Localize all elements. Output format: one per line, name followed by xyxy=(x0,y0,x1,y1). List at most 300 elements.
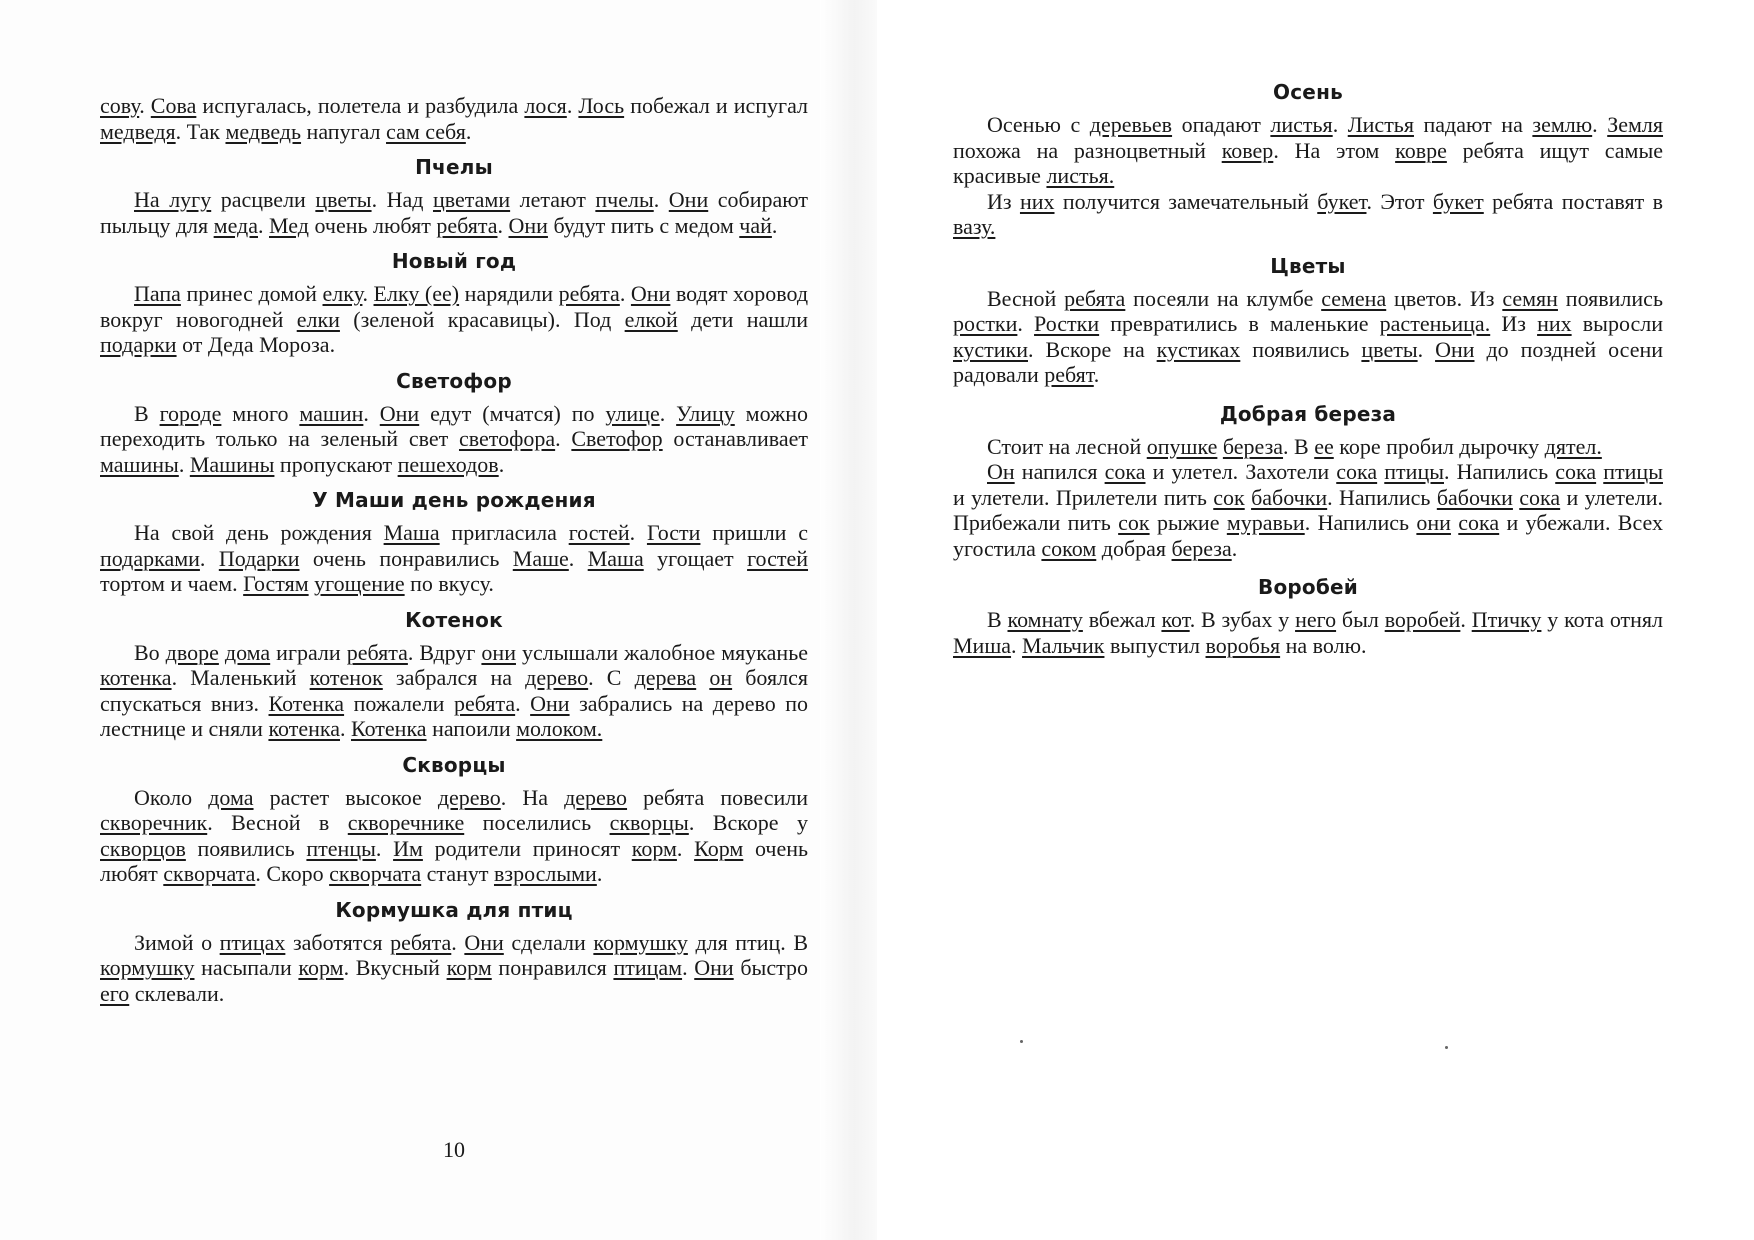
text-run: . xyxy=(1093,362,1100,387)
text-run: заботятся xyxy=(285,929,391,955)
underlined-word: Им xyxy=(393,835,423,861)
underlined-word: Они xyxy=(630,281,671,306)
text-run: . Напились xyxy=(1444,459,1556,484)
text-run: можно переходить только на зеленый свет xyxy=(100,400,809,451)
underlined-word: него xyxy=(1295,607,1337,632)
text-run: появились xyxy=(1557,285,1663,311)
text-run: . xyxy=(568,545,588,571)
underlined-word: елкой xyxy=(624,306,678,332)
underlined-word: гостей xyxy=(568,520,630,545)
underlined-word: лося xyxy=(524,93,567,118)
story-title: Новый год xyxy=(391,249,517,273)
underlined-word: елки xyxy=(296,306,340,332)
underlined-word: растеньица. xyxy=(1379,311,1491,336)
text-run: напугал xyxy=(301,118,387,144)
underlined-word: Они xyxy=(1435,336,1475,362)
text-run: и улетел. Захотели xyxy=(1145,459,1337,484)
underlined-word: цветами xyxy=(432,187,511,212)
underlined-word: сок xyxy=(1213,484,1245,510)
underlined-word: котенка xyxy=(100,665,172,690)
underlined-word: птенцы xyxy=(306,835,376,861)
text-run: . xyxy=(340,716,351,741)
text-run: . xyxy=(771,212,778,238)
underlined-word: сока xyxy=(1104,459,1146,484)
story-paragraph xyxy=(953,434,1663,460)
text-run: испугалась, полетела и разбудила xyxy=(196,93,525,118)
text-run: расцвели xyxy=(211,187,316,212)
underlined-word: ковре xyxy=(1395,137,1447,163)
text-run: . xyxy=(178,451,190,477)
text-run: был xyxy=(1336,607,1385,632)
text-run: . Напились xyxy=(1304,510,1417,535)
text-run: сделали xyxy=(503,929,594,955)
text-run: получится замечательный xyxy=(1054,188,1318,214)
text-run: пожалели xyxy=(344,690,454,716)
underlined-word: кустиках xyxy=(1156,336,1241,362)
text-run: склевали. xyxy=(129,980,225,1006)
underlined-word: ковер xyxy=(1221,137,1274,163)
text-run: . На этом xyxy=(1273,137,1396,163)
text-run: много xyxy=(221,400,300,426)
text-run: В xyxy=(134,400,160,426)
underlined-word: они xyxy=(481,639,516,665)
story-paragraph xyxy=(100,640,808,742)
underlined-word: Они xyxy=(508,212,548,238)
page-number: 10 xyxy=(443,1137,465,1162)
underlined-word: дома xyxy=(208,784,254,810)
text-run: цветов. Из xyxy=(1386,285,1503,311)
underlined-word: ее xyxy=(1314,433,1334,459)
story-title: Пчелы xyxy=(415,155,493,179)
underlined-word: скворчата xyxy=(329,861,422,886)
underlined-word: птицы xyxy=(1384,459,1444,484)
text-run: похожа на разноцветный xyxy=(953,137,1222,163)
underlined-word: Мальчик xyxy=(1022,632,1105,658)
underlined-word: Они xyxy=(668,187,709,212)
text-run: . xyxy=(497,212,509,238)
story xyxy=(100,751,808,887)
text-run: насыпали xyxy=(194,955,299,980)
story-paragraph xyxy=(953,189,1663,240)
text-run: Осенью с xyxy=(987,112,1090,137)
underlined-word: Корм xyxy=(694,835,744,861)
text-run: Стоит на лесной xyxy=(987,433,1147,459)
underlined-word: Маша xyxy=(383,520,440,545)
underlined-word: Они xyxy=(379,400,420,426)
text-run: выросли xyxy=(1571,311,1664,336)
underlined-word: сока xyxy=(1336,459,1378,484)
text-run: . В xyxy=(1283,433,1315,459)
underlined-word: кот xyxy=(1161,607,1190,632)
underlined-word: бабочки xyxy=(1251,484,1328,510)
underlined-word: подарки xyxy=(100,332,177,357)
underlined-word: Папа xyxy=(134,281,181,306)
text-run: ребята повесили xyxy=(627,784,808,810)
underlined-word: Они xyxy=(694,955,734,980)
underlined-word: медведь xyxy=(225,118,302,144)
text-run: . С xyxy=(588,665,635,690)
underlined-word: Котенка xyxy=(268,690,345,716)
text-run: по вкусу. xyxy=(404,571,494,596)
underlined-word: дома xyxy=(224,639,271,665)
story xyxy=(100,606,808,742)
story-paragraph xyxy=(100,930,808,1007)
underlined-word: воробья xyxy=(1205,632,1281,658)
underlined-word: Котенка xyxy=(351,716,427,741)
text-run: Из xyxy=(987,188,1020,214)
underlined-word: его xyxy=(100,980,130,1006)
underlined-word: Гостям xyxy=(243,571,309,596)
underlined-word: сок xyxy=(1118,510,1150,535)
underlined-word: листья. xyxy=(1046,163,1115,188)
underlined-word: Маша xyxy=(587,545,644,571)
underlined-word: ростки xyxy=(953,311,1018,336)
story xyxy=(953,573,1663,658)
text-run: быстро xyxy=(733,955,808,980)
story xyxy=(100,247,808,358)
text-run: летают xyxy=(510,187,596,212)
text-run: . xyxy=(258,212,269,238)
text-run: . xyxy=(1011,632,1023,658)
underlined-word: молоком. xyxy=(516,716,603,741)
underlined-word: скворечнике xyxy=(347,810,465,835)
text-run: . xyxy=(363,400,380,426)
underlined-word: Елку (ее) xyxy=(373,281,460,306)
text-run: Около xyxy=(134,784,209,810)
text-run: пригласила xyxy=(439,520,569,545)
underlined-word: кустики xyxy=(953,336,1028,362)
underlined-word: соком xyxy=(1041,535,1097,561)
underlined-word: Они xyxy=(464,929,504,955)
underlined-word: городе xyxy=(159,400,222,426)
underlined-word: скворцы xyxy=(609,810,689,835)
text-run: для птиц. В xyxy=(687,929,808,955)
text-run: . Маленький xyxy=(171,665,310,690)
underlined-word: На лугу xyxy=(134,187,212,212)
story xyxy=(953,78,1663,240)
text-run: . Вскоре у xyxy=(688,810,809,835)
text-run: нарядили xyxy=(459,281,559,306)
text-run: . xyxy=(465,118,472,144)
text-run: . xyxy=(199,545,219,571)
underlined-word: них xyxy=(1537,311,1572,336)
underlined-word: елку xyxy=(322,281,363,306)
story-paragraph xyxy=(100,187,808,238)
text-run: на волю. xyxy=(1280,632,1367,658)
story xyxy=(953,400,1663,562)
underlined-word: цветы xyxy=(315,187,372,212)
underlined-word: корм xyxy=(298,955,344,980)
underlined-word: воробей xyxy=(1384,607,1461,632)
underlined-word: дерево xyxy=(437,784,501,810)
underlined-word: муравьи xyxy=(1226,510,1305,535)
underlined-word: Он xyxy=(987,459,1015,484)
underlined-word: корм xyxy=(446,955,492,980)
underlined-word: Гости xyxy=(646,520,701,545)
text-run: Во xyxy=(134,639,166,665)
text-run: В xyxy=(987,607,1008,632)
underlined-word: кормушку xyxy=(100,955,195,980)
underlined-word: подарками xyxy=(100,545,200,571)
text-run: услышали жалобное мяуканье xyxy=(515,639,808,665)
story xyxy=(100,367,808,478)
text-run: . xyxy=(566,93,579,118)
text-run: . xyxy=(451,929,465,955)
underlined-word: машины xyxy=(100,451,179,477)
text-run: . xyxy=(1332,112,1348,137)
text-run: боялся спускаться вниз. xyxy=(100,665,808,716)
text-run: . Так xyxy=(175,118,226,144)
underlined-word: угощение xyxy=(314,571,405,596)
underlined-word: Миша xyxy=(953,632,1012,658)
underlined-word: скворечник xyxy=(100,810,208,835)
underlined-word: Улицу xyxy=(676,400,735,426)
underlined-word: бабочки xyxy=(1436,484,1513,510)
text-run: . xyxy=(362,281,374,306)
book-gutter xyxy=(820,0,877,1240)
underlined-word: дерева xyxy=(634,665,697,690)
right-page xyxy=(877,0,1754,1240)
underlined-word: Ростки xyxy=(1034,311,1100,336)
text-run: . xyxy=(629,520,647,545)
underlined-word: он xyxy=(709,665,733,690)
underlined-word: кормушку xyxy=(593,929,688,955)
text-run: выпустил xyxy=(1104,632,1206,658)
story-paragraph xyxy=(953,607,1663,658)
story-paragraph xyxy=(953,286,1663,388)
text-run: . xyxy=(682,955,695,980)
text-run: собирают пыльцу для xyxy=(100,187,809,238)
story-title: Осень xyxy=(1273,80,1343,104)
text-run: . xyxy=(498,451,505,477)
underlined-word: меда xyxy=(213,212,258,238)
text-run: поселились xyxy=(464,810,610,835)
text-run: превратились в маленькие xyxy=(1099,311,1380,336)
underlined-word: сока xyxy=(1555,459,1597,484)
underlined-word: Сова xyxy=(150,93,197,118)
underlined-word: взрослыми xyxy=(493,861,597,886)
text-run: едут (мчатся) по xyxy=(419,400,606,426)
text-run: . На xyxy=(500,784,565,810)
underlined-word: Земля xyxy=(1607,112,1664,137)
underlined-word: скворцов xyxy=(100,835,186,861)
underlined-word: птицах xyxy=(219,929,286,955)
underlined-word: Они xyxy=(530,690,570,716)
text-run: будут пить с медом xyxy=(547,212,740,238)
text-run: очень любят xyxy=(100,835,809,886)
underlined-word: землю xyxy=(1532,112,1593,137)
text-run: Из xyxy=(1490,311,1538,336)
scan-speck xyxy=(1020,1040,1023,1043)
underlined-word: чай xyxy=(739,212,772,238)
underlined-word: дерево xyxy=(564,784,628,810)
text-run: . Вскоре на xyxy=(1028,336,1157,362)
underlined-word: ребята xyxy=(453,690,516,716)
text-run: пропускают xyxy=(274,451,398,477)
text-run: напился xyxy=(1014,459,1105,484)
text-run: водят хоровод вокруг новогодней xyxy=(100,281,809,332)
text-run: принес домой xyxy=(180,281,323,306)
underlined-word: Лось xyxy=(578,93,625,118)
text-run: . xyxy=(659,400,677,426)
underlined-word: ребята xyxy=(390,929,452,955)
left-page-column xyxy=(100,93,808,1006)
underlined-word: машин xyxy=(299,400,364,426)
text-run: . Напились xyxy=(1327,484,1437,510)
text-run: очень понравились xyxy=(299,545,513,571)
underlined-word: листья xyxy=(1270,112,1333,137)
story-title: У Маши день рождения xyxy=(312,488,596,512)
text-run: . В зубах у xyxy=(1189,607,1296,632)
text-run: . xyxy=(619,281,631,306)
underlined-word: птицы xyxy=(1603,459,1663,484)
underlined-word: дворе xyxy=(165,639,219,665)
text-run: и убежали. Всех угостила xyxy=(953,510,1663,561)
story xyxy=(100,486,808,597)
story-paragraph xyxy=(953,112,1663,189)
text-run: . xyxy=(1017,311,1035,336)
text-run: рыжие xyxy=(1149,510,1227,535)
underlined-word: корм xyxy=(631,835,677,861)
underlined-word: птицам xyxy=(613,955,683,980)
underlined-word: букет xyxy=(1317,188,1367,214)
text-run: падают на xyxy=(1413,112,1533,137)
text-run: появились xyxy=(185,835,307,861)
text-run: ребята поставят в xyxy=(1483,188,1664,214)
underlined-word: пешеходов xyxy=(397,451,499,477)
text-run: . xyxy=(555,426,572,451)
text-run: опадают xyxy=(1172,112,1271,137)
text-run: пришли с xyxy=(700,520,809,545)
text-run: понравился xyxy=(491,955,614,980)
underlined-word: ребята xyxy=(436,212,498,238)
text-run: (зеленой красавицы). Под xyxy=(339,306,625,332)
underlined-word: Мед xyxy=(269,212,309,238)
underlined-word: пчелы xyxy=(595,187,654,212)
underlined-word: дерево xyxy=(525,665,589,690)
underlined-word: семена xyxy=(1321,285,1387,311)
text-run: до поздней осени радовали xyxy=(953,336,1664,387)
text-run: . xyxy=(375,835,394,861)
underlined-word: ребята xyxy=(558,281,620,306)
text-run: играли xyxy=(270,639,347,665)
story xyxy=(100,896,808,1007)
story-title: Котенок xyxy=(405,607,503,632)
story xyxy=(953,252,1663,388)
text-run: Зимой о xyxy=(134,929,220,955)
text-run: станут xyxy=(421,861,494,886)
text-run: . xyxy=(1460,607,1472,632)
story xyxy=(100,153,808,238)
text-run xyxy=(696,665,709,690)
text-run: Весной xyxy=(987,285,1065,311)
text-run: забрался на xyxy=(382,665,526,690)
text-run: . xyxy=(1592,112,1608,137)
text-run: . Над xyxy=(371,187,433,212)
text-run: добрая xyxy=(1096,535,1172,561)
underlined-word: береза xyxy=(1171,535,1232,561)
underlined-word: букет xyxy=(1432,188,1484,214)
underlined-word: Подарки xyxy=(218,545,300,571)
underlined-word: светофора xyxy=(458,426,556,451)
text-run: от Деда Мороза. xyxy=(176,332,336,357)
text-run: . Вдруг xyxy=(407,639,482,665)
text-run: . xyxy=(653,187,669,212)
text-run: очень любят xyxy=(308,212,437,238)
underlined-word: Машины xyxy=(189,451,275,477)
text-run: . xyxy=(515,690,531,716)
underlined-word: дятел. xyxy=(1544,433,1602,459)
text-run: ребята ищут самые красивые xyxy=(953,137,1664,188)
underlined-word: семян xyxy=(1502,285,1558,311)
text-run: . xyxy=(139,93,151,118)
story-title: Цветы xyxy=(1270,253,1346,278)
underlined-word: Листья xyxy=(1347,112,1414,137)
underlined-word: береза xyxy=(1222,433,1284,459)
story-title: Воробей xyxy=(1258,575,1358,599)
underlined-word: ребят xyxy=(1044,362,1094,387)
underlined-word: Светофор xyxy=(571,426,663,451)
underlined-word: скворчата xyxy=(163,861,256,886)
underlined-word: котенок xyxy=(309,665,383,690)
story-title: Светофор xyxy=(396,368,512,393)
text-run: у кота отнял xyxy=(1541,607,1664,632)
text-run: побежал и испугал xyxy=(624,93,809,118)
story-title: Скворцы xyxy=(402,752,506,777)
text-run: забрались на дерево по лестнице и сняли xyxy=(100,690,808,741)
underlined-word: гостей xyxy=(747,545,809,571)
text-run: посеяли на клумбе xyxy=(1125,285,1322,311)
underlined-word: них xyxy=(1019,188,1055,214)
story-paragraph xyxy=(100,401,808,478)
text-run: останавливает xyxy=(662,426,808,451)
underlined-word: опушке xyxy=(1146,433,1218,459)
story-paragraph xyxy=(100,281,808,358)
underlined-word: улице xyxy=(605,400,660,426)
scan-speck xyxy=(1445,1046,1448,1049)
text-run: . Вкусный xyxy=(343,955,447,980)
text-run: На свой день рождения xyxy=(134,520,384,545)
underlined-word: сову xyxy=(100,93,140,118)
text-run: . Весной в xyxy=(207,810,348,835)
underlined-word: деревьев xyxy=(1089,112,1173,137)
story-paragraph xyxy=(100,520,808,597)
text-run: . xyxy=(596,861,603,886)
text-run: коре пробил дырочку xyxy=(1333,433,1545,459)
underlined-word: Маше xyxy=(512,545,569,571)
underlined-word: сока xyxy=(1519,484,1561,510)
text-run: . Скоро xyxy=(255,861,330,886)
underlined-word: ребята xyxy=(1064,285,1126,311)
text-run: . xyxy=(1417,336,1436,362)
underlined-word: ребята xyxy=(346,639,408,665)
story-paragraph xyxy=(100,785,808,887)
underlined-word: вазу. xyxy=(953,214,996,239)
text-run: напоили xyxy=(426,716,517,741)
text-run: и улетели. Прилетели пить xyxy=(953,484,1214,510)
underlined-word: сока xyxy=(1458,510,1500,535)
text-run: растет высокое xyxy=(253,784,438,810)
text-run: вбежал xyxy=(1082,607,1162,632)
text-run: дети нашли xyxy=(677,306,809,332)
text-run: и улетели. Прибежали пить xyxy=(953,484,1664,535)
text-run: . xyxy=(676,835,695,861)
text-run: родители приносят xyxy=(422,835,632,861)
story-title: Добрая береза xyxy=(1219,401,1397,426)
text-run: угощает xyxy=(643,545,748,571)
story-paragraph xyxy=(953,459,1663,561)
underlined-word: Птичку xyxy=(1471,607,1542,632)
